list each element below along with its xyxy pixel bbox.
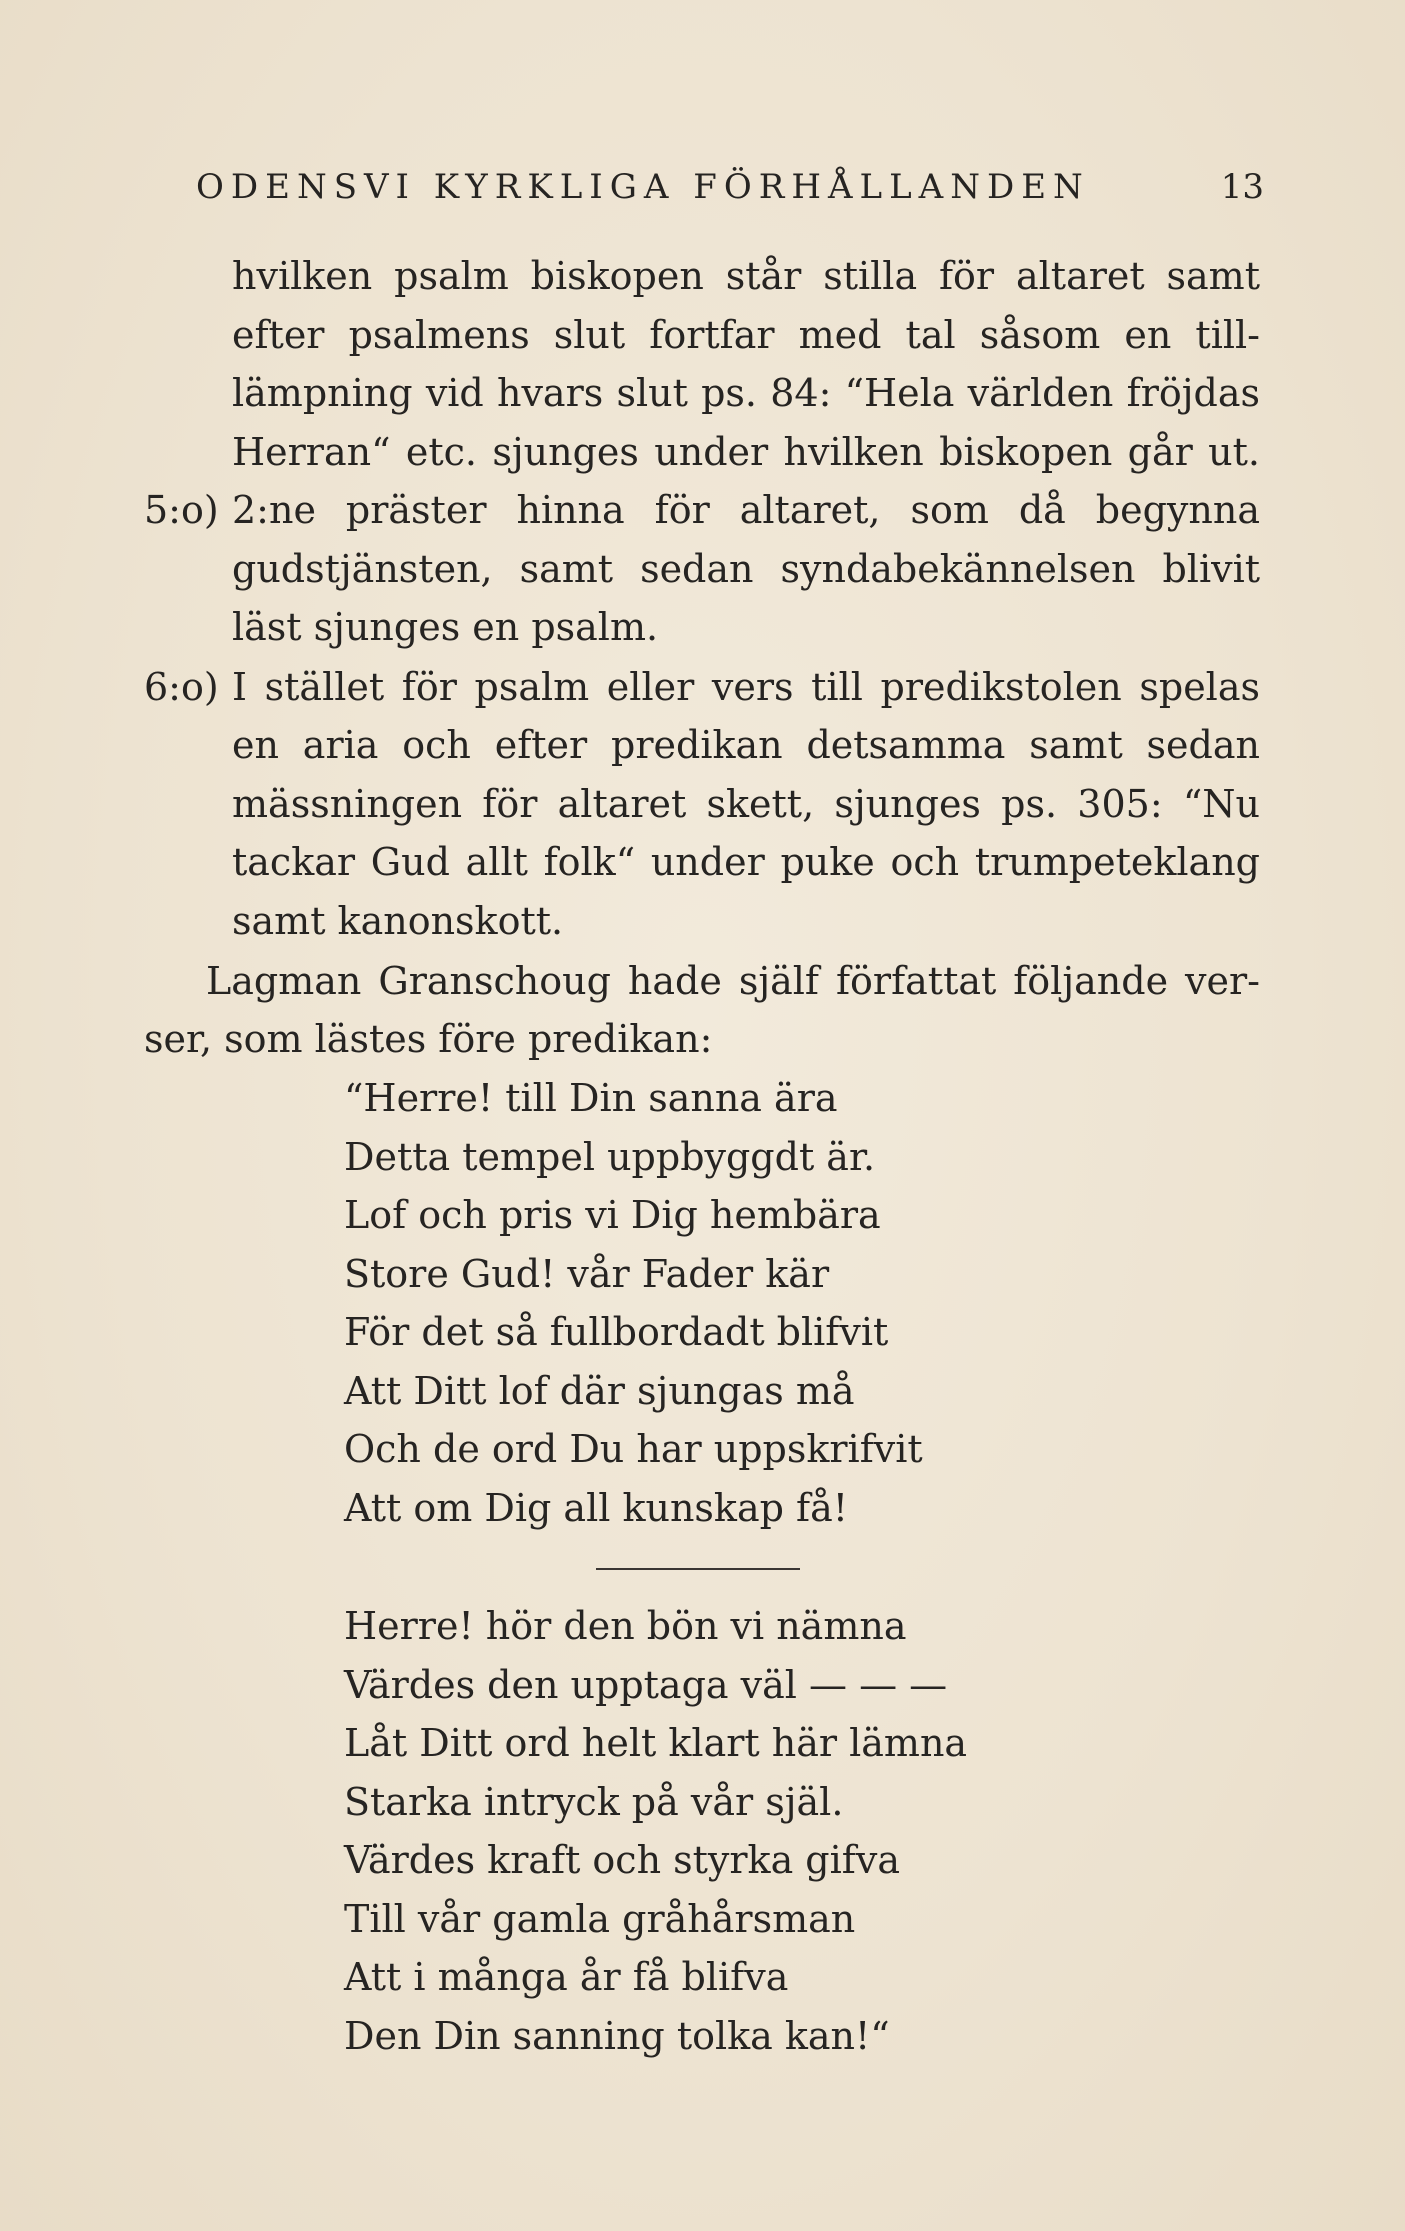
section-divider [596,1568,800,1570]
prose-line: efter psalmens slut fortfar med tal såsom en till- [232,313,1260,357]
verse-line: Värdes kraft och styrka gifva [344,1838,900,1882]
verse-line: Att i många år få blifva [344,1955,789,1999]
verse-line: Att om Dig all kunskap få! [344,1486,849,1530]
verse-line: För det så fullbordadt blifvit [344,1310,889,1354]
prose-line: mässningen för altaret skett, sjunges ps. 305: “Nu [232,782,1260,826]
verse-line: Låt Ditt ord helt klart här lämna [344,1721,968,1765]
verse-line: Store Gud! vår Fader kär [344,1252,830,1296]
prose-line: ser, som lästes före predikan: [144,1017,713,1061]
prose-line: I stället för psalm eller vers till predikstolen spelas [232,665,1260,709]
header-title: ODENSVI KYRKLIGA FÖRHÅLLANDEN [196,167,1090,207]
prose-line: en aria och efter predikan detsamma samt sedan [232,723,1260,767]
verse-line: Lof och pris vi Dig hembära [344,1193,881,1237]
prose-line: hvilken psalm biskopen står stilla för altaret samt [232,254,1260,298]
verse-line: Att Ditt lof där sjungas må [344,1369,855,1413]
item-number-5: 5:o) [144,488,219,532]
prose-line: läst sjunges en psalm. [232,605,659,649]
prose-line: 2:ne präster hinna för altaret, som då begynna [232,488,1260,532]
item-number-6: 6:o) [144,665,219,709]
prose-line: tackar Gud allt folk“ under puke och trumpeteklang [232,840,1260,884]
verse-line: Den Din sanning tolka kan!“ [344,2014,890,2058]
page-number: 13 [1220,167,1264,207]
verse-line: “Herre! till Din sanna ära [344,1076,838,1120]
prose-line: samt kanonskott. [232,899,564,943]
prose-line: lämpning vid hvars slut ps. 84: “Hela världen fröjdas [232,371,1260,415]
prose-line: Lagman Granschoug hade själf författat följande ver- [206,959,1260,1003]
prose-line: gudstjänsten, samt sedan syndabekännelsen blivit [232,547,1260,591]
verse-line: Detta tempel uppbyggdt är. [344,1135,876,1179]
verse-line: Och de ord Du har uppskrifvit [344,1427,923,1471]
running-header [196,162,1264,212]
verse-line: Värdes den upptaga väl — — — [344,1663,948,1707]
verse-line: Till vår gamla gråhårsman [344,1897,856,1941]
verse-line: Starka intryck på vår själ. [344,1780,844,1824]
prose-line: Herran“ etc. sjunges under hvilken biskopen går ut. [232,430,1260,474]
verse-line: Herre! hör den bön vi nämna [344,1604,907,1648]
